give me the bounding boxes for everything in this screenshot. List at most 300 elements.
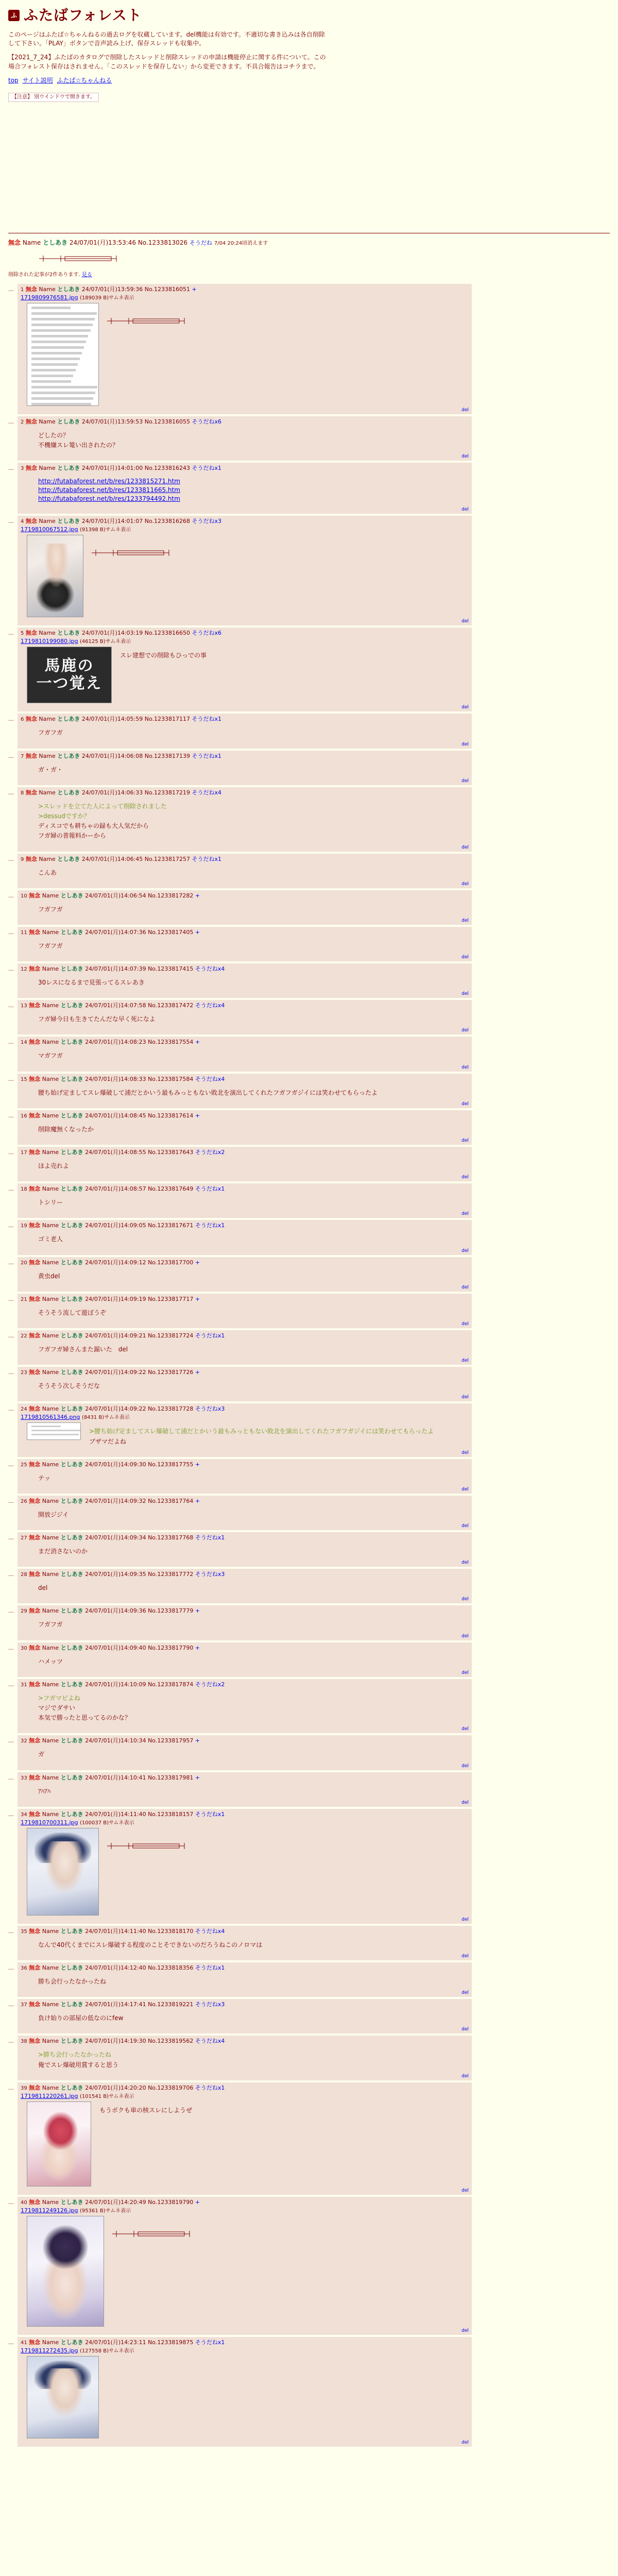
reply-message <box>38 2013 123 2023</box>
reply-poster: としあき <box>57 752 80 759</box>
reply-number[interactable]: No.1233817117 <box>144 716 190 723</box>
reply-subject: 無念 <box>29 1461 41 1468</box>
reply-name-label: Name <box>42 1774 59 1781</box>
message-line: ガ <box>38 1751 45 1758</box>
del-button[interactable]: del <box>461 1523 469 1529</box>
del-button[interactable]: del <box>461 1597 469 1602</box>
reply-datetime: 24/07/01(月)14:08:23 <box>85 1039 146 1046</box>
reply-post <box>18 1605 472 1640</box>
nav-link-top[interactable]: top <box>8 77 19 84</box>
sodane-button[interactable]: そうだねx2 <box>195 1149 225 1156</box>
reply-number[interactable]: No.1233819706 <box>148 2084 194 2091</box>
reply-number[interactable]: No.1233817874 <box>148 1681 194 1688</box>
del-button[interactable]: del <box>461 741 469 747</box>
reply-number[interactable]: No.1233819221 <box>148 2001 194 2008</box>
reply-name-label: Name <box>42 2001 59 2008</box>
reply-footer <box>21 1633 469 1639</box>
sodane-button[interactable]: + <box>195 1607 200 1615</box>
reply-message <box>38 1750 44 1759</box>
reply-poster: としあき <box>60 1369 83 1376</box>
reply-number[interactable]: No.1233817790 <box>148 1644 194 1651</box>
reply-subject: 無念 <box>29 1927 41 1935</box>
message-line: ブザマだよね <box>89 1437 127 1445</box>
reply-number[interactable]: No.1233819790 <box>148 2198 194 2206</box>
del-button[interactable]: del <box>461 408 469 413</box>
reply-marker: … <box>8 716 14 723</box>
reply-marker: … <box>8 465 14 472</box>
sodane-button[interactable]: + <box>195 1295 200 1302</box>
reply-marker: … <box>8 2198 14 2206</box>
reply-body <box>21 1827 469 1919</box>
reply-footer <box>21 1027 469 1033</box>
thumbnail-label: サムネ表示 <box>109 295 134 301</box>
deleted-posts-note <box>8 272 610 279</box>
del-button[interactable]: del <box>461 1990 469 1996</box>
post-thumbnail[interactable] <box>27 2216 104 2327</box>
sodane-button[interactable]: そうだねx3 <box>195 2001 225 2008</box>
reply-number[interactable]: No.1233816268 <box>144 518 190 525</box>
reply-number[interactable]: No.1233818170 <box>148 1927 194 1935</box>
reply-body <box>21 1084 469 1103</box>
reply-marker: … <box>8 1927 14 1935</box>
sodane-button[interactable]: そうだねx1 <box>192 716 221 723</box>
reply-number[interactable]: No.1233817717 <box>148 1295 194 1302</box>
reply-subject: 無念 <box>25 518 37 525</box>
del-button[interactable]: del <box>461 1321 469 1327</box>
reply-marker: … <box>8 855 14 862</box>
reply-row <box>8 516 472 625</box>
file-link[interactable]: 1719810700311.jpg <box>21 1819 78 1826</box>
reply-number[interactable]: No.1233816055 <box>144 418 190 426</box>
del-button[interactable]: del <box>461 1101 469 1107</box>
reply-poster: としあき <box>60 928 83 936</box>
reply-number[interactable]: No.1233817772 <box>148 1571 194 1578</box>
sodane-button[interactable]: そうだねx4 <box>192 789 221 796</box>
reply-number[interactable]: No.1233819562 <box>148 2038 194 2045</box>
sodane-button[interactable]: そうだねx3 <box>195 1571 225 1578</box>
del-button[interactable]: del <box>461 705 469 710</box>
sodane-button[interactable]: + <box>192 286 197 293</box>
post-thumbnail[interactable] <box>27 2356 99 2438</box>
sodane-button[interactable]: + <box>195 1644 200 1651</box>
reply-message <box>38 1620 63 1630</box>
reply-datetime: 24/07/01(月)14:23:11 <box>85 2338 146 2346</box>
sodane-button[interactable]: そうだねx6 <box>192 630 221 637</box>
message-line: マガフガ <box>38 1052 63 1060</box>
thread-link[interactable]: http://futabaforest.net/b/res/1233815271.htm <box>38 478 180 485</box>
reply-body <box>21 1047 469 1066</box>
reply-subject: 無念 <box>29 1295 41 1302</box>
reply-index: 2 <box>21 419 24 426</box>
reply-message <box>120 651 207 660</box>
quoted-line: >勝ち会行ったなかったね <box>38 2051 112 2059</box>
sodane-button[interactable]: そうだねx3 <box>192 518 221 525</box>
reply-message <box>99 2106 192 2115</box>
post-thumbnail[interactable] <box>27 2102 91 2187</box>
file-link[interactable]: 1719810067512.jpg <box>21 526 78 533</box>
reply-name-label: Name <box>42 1405 59 1413</box>
reply-number[interactable]: No.1233817472 <box>148 1002 194 1009</box>
reply-name-label: Name <box>42 2038 59 2045</box>
reply-marker: … <box>8 928 14 936</box>
reply-datetime: 24/07/01(月)14:01:07 <box>81 518 143 525</box>
reply-number[interactable]: No.1233816650 <box>144 630 190 637</box>
del-button[interactable]: del <box>461 1953 469 1959</box>
reply-number[interactable]: No.1233817728 <box>148 1405 194 1413</box>
reply-number[interactable]: No.1233817764 <box>148 1497 194 1504</box>
reply-post <box>18 1403 472 1456</box>
thumbnail-figure <box>43 2225 89 2269</box>
sodane-button[interactable]: そうだねx4 <box>195 2038 225 2045</box>
del-button[interactable]: del <box>461 1175 469 1180</box>
sodane-button[interactable]: + <box>195 892 200 899</box>
file-link[interactable]: 1719811249126.jpg <box>21 2207 78 2214</box>
reply-number[interactable]: No.1233817724 <box>148 1332 194 1339</box>
sodane-button[interactable]: そうだねx1 <box>192 465 221 472</box>
sodane-button[interactable]: + <box>195 928 200 936</box>
message-line: フガフガ <box>38 942 63 950</box>
sodane-button[interactable]: + <box>195 1737 200 1744</box>
reply-body <box>21 2355 469 2442</box>
reply-subject: 無念 <box>29 1607 41 1615</box>
message-line: どしたの？ <box>38 432 70 439</box>
sodane-button[interactable]: + <box>195 1461 200 1468</box>
del-button[interactable]: del <box>461 1028 469 1033</box>
reply-index: 35 <box>21 1928 27 1935</box>
reply-number[interactable]: No.1233817700 <box>148 1259 194 1266</box>
reply-poster: としあき <box>60 965 83 973</box>
del-button[interactable]: del <box>461 881 469 887</box>
sodane-button[interactable]: + <box>195 1039 200 1046</box>
del-button[interactable]: del <box>461 955 469 960</box>
reply-header <box>21 1737 469 1745</box>
reply-post <box>18 463 472 514</box>
sodane-button[interactable]: そうだねx3 <box>195 1405 225 1413</box>
reply-footer <box>21 2026 469 2032</box>
sodane-button[interactable]: そうだねx1 <box>195 1185 225 1193</box>
reply-name-label: Name <box>42 2338 59 2346</box>
reply-marker: … <box>8 2038 14 2045</box>
sodane-button[interactable]: そうだねx1 <box>195 1332 225 1339</box>
del-button[interactable]: del <box>461 844 469 850</box>
reply-name-label: Name <box>42 1332 59 1339</box>
file-link[interactable]: 1719811220261.jpg <box>21 2092 78 2099</box>
reply-body <box>21 1010 469 1029</box>
reply-post <box>18 890 472 925</box>
reply-footer <box>21 1523 469 1529</box>
reply-datetime: 24/07/01(月)14:10:09 <box>85 1681 146 1688</box>
reply-poster: としあき <box>60 1461 83 1468</box>
show-deleted-link[interactable]: 見る <box>81 272 92 278</box>
del-button[interactable]: del <box>461 1450 469 1455</box>
reply-post <box>18 2337 472 2447</box>
del-button[interactable]: del <box>461 1560 469 1566</box>
file-link[interactable]: 1719809976581.jpg <box>21 294 78 301</box>
reply-number[interactable]: No.1233817643 <box>148 1149 194 1156</box>
op-expire: 7/04 20:24頃消えます <box>214 241 268 247</box>
reply-body <box>21 1783 469 1802</box>
sodane-button[interactable]: + <box>195 1497 200 1504</box>
reply-poster: としあき <box>60 1927 83 1935</box>
message-line: そうそう次しそうだな <box>38 1382 100 1390</box>
thread-link[interactable]: http://futabaforest.net/b/res/1233811665.htm <box>38 486 180 494</box>
reply-index: 7 <box>21 753 24 759</box>
reply-name-label: Name <box>42 1607 59 1615</box>
reply-datetime: 24/07/01(月)14:09:22 <box>85 1405 146 1413</box>
reply-row <box>8 1772 472 1807</box>
reply-poster: としあき <box>60 1112 83 1119</box>
sodane-button[interactable]: そうだねx1 <box>195 2338 225 2346</box>
reply-subject: 無念 <box>29 1112 41 1119</box>
reply-row <box>8 1367 472 1401</box>
reply-number[interactable]: No.1233818157 <box>148 1810 194 1818</box>
reply-poster: としあき <box>60 1332 83 1339</box>
reply-header <box>21 1681 469 1689</box>
reply-row <box>8 1679 472 1734</box>
del-button[interactable]: del <box>461 778 469 784</box>
del-button[interactable]: del <box>461 2188 469 2193</box>
quoted-line: >フガマピよね <box>38 1694 80 1702</box>
sodane-button[interactable]: + <box>195 1369 200 1376</box>
message-line: マジでダサい <box>38 1704 76 1712</box>
reply-number[interactable]: No.1233817415 <box>148 965 194 973</box>
message-line: 勝ち会行ったなかったね <box>38 1977 107 1985</box>
sodane-button[interactable]: そうだねx1 <box>195 1534 225 1541</box>
del-button[interactable]: del <box>461 454 469 460</box>
del-button[interactable]: del <box>461 1064 469 1070</box>
reply-poster: としあき <box>60 2338 83 2346</box>
reply-header <box>21 1185 469 1194</box>
reply-poster: としあき <box>60 1075 83 1082</box>
message-line: 黄虫del <box>38 1272 60 1280</box>
reply-message <box>38 978 145 988</box>
reply-number[interactable]: No.1233817554 <box>148 1039 194 1046</box>
post-thumbnail[interactable] <box>27 535 83 617</box>
reply-footer <box>21 2073 469 2079</box>
thread-link[interactable]: http://futabaforest.net/b/res/1233794492.htm <box>38 495 180 503</box>
reply-number[interactable]: No.1233817981 <box>148 1774 194 1781</box>
del-button[interactable]: del <box>461 2073 469 2079</box>
reply-number[interactable]: No.1233817405 <box>148 928 194 936</box>
reply-subject: 無念 <box>29 928 41 936</box>
sodane-button[interactable]: + <box>195 1774 200 1781</box>
del-button[interactable]: del <box>461 1248 469 1253</box>
sodane-button[interactable]: そうだねx1 <box>192 752 221 759</box>
reply-number[interactable]: No.1233816051 <box>144 286 190 293</box>
reply-number[interactable]: No.1233817139 <box>144 752 190 759</box>
post-thumbnail[interactable] <box>27 303 99 406</box>
reply-message <box>38 1272 60 1281</box>
reply-row <box>8 787 472 852</box>
reply-body <box>21 1506 469 1525</box>
del-button[interactable]: del <box>461 991 469 997</box>
sodane-button[interactable]: + <box>195 2198 200 2206</box>
file-link[interactable]: 1719810561346.png <box>21 1414 80 1421</box>
op-header <box>8 239 610 248</box>
sodane-button[interactable]: そうだねx4 <box>195 965 225 973</box>
del-button[interactable]: del <box>461 1763 469 1769</box>
del-button[interactable]: del <box>461 1284 469 1290</box>
sodane-button[interactable]: そうだねx6 <box>192 418 221 426</box>
reply-poster: としあき <box>60 1534 83 1541</box>
reply-footer <box>21 1321 469 1327</box>
del-button[interactable]: del <box>461 1670 469 1675</box>
reply-number[interactable]: No.1233817614 <box>148 1112 194 1119</box>
del-button[interactable]: del <box>461 1358 469 1364</box>
ad-space <box>8 102 610 231</box>
del-button[interactable]: del <box>461 1726 469 1732</box>
reply-number[interactable]: No.1233817768 <box>148 1534 194 1541</box>
reply-subject: 無念 <box>25 752 37 759</box>
reply-header <box>21 1810 469 1819</box>
reply-number[interactable]: No.1233817779 <box>148 1607 194 1615</box>
reply-message <box>38 765 63 775</box>
site-logo[interactable]: ふ <box>8 10 20 21</box>
message-line: ゴミ老人 <box>38 1235 63 1243</box>
op-sodane-button[interactable]: そうだね <box>190 240 213 247</box>
reply-header <box>21 1368 469 1377</box>
del-button[interactable]: del <box>461 2328 469 2333</box>
reply-header <box>21 2338 469 2347</box>
del-button[interactable]: del <box>461 918 469 923</box>
reply-marker: … <box>8 1222 14 1229</box>
reply-number[interactable]: No.1233817755 <box>148 1461 194 1468</box>
reply-number[interactable]: No.1233817219 <box>144 789 190 796</box>
reply-header <box>21 1774 469 1783</box>
reply-row <box>8 1496 472 1530</box>
reply-number[interactable]: No.1233818356 <box>148 1964 194 1971</box>
message-line: 開放ジジイ <box>38 1511 69 1518</box>
del-button[interactable]: del <box>461 1395 469 1400</box>
reply-number[interactable]: No.1233816243 <box>144 465 190 472</box>
del-button[interactable]: del <box>461 619 469 624</box>
reply-number[interactable]: No.1233817671 <box>148 1222 194 1229</box>
reply-subject: 無念 <box>25 716 37 723</box>
reply-row <box>8 1809 472 1924</box>
sodane-button[interactable]: そうだねx1 <box>195 2084 225 2091</box>
del-button[interactable]: del <box>461 2027 469 2032</box>
sodane-button[interactable]: そうだねx4 <box>195 1002 225 1009</box>
reply-number[interactable]: No.1233817726 <box>148 1369 194 1376</box>
reply-body <box>21 937 469 956</box>
reply-index: 21 <box>21 1296 27 1302</box>
reply-subject: 無念 <box>29 2338 41 2346</box>
reply-datetime: 24/07/01(月)14:09:30 <box>85 1461 146 1468</box>
del-button[interactable]: del <box>461 2439 469 2445</box>
post-thumbnail[interactable] <box>27 1422 81 1440</box>
reply-marker: … <box>8 1112 14 1119</box>
post-thumbnail[interactable] <box>27 647 112 703</box>
message-line: 不機嫌スレ篭い出されたの？ <box>38 442 119 449</box>
reply-post <box>18 1330 472 1365</box>
reply-subject: 無念 <box>29 1571 41 1578</box>
reply-post <box>18 1074 472 1108</box>
reply-subject: 無念 <box>29 1810 41 1818</box>
reply-message <box>38 1161 69 1171</box>
reply-index: 4 <box>21 519 24 525</box>
reply-post <box>18 1496 472 1530</box>
reply-marker: … <box>8 892 14 899</box>
del-button[interactable]: del <box>461 1917 469 1922</box>
reply-poster: としあき <box>60 1149 83 1156</box>
reply-number[interactable]: No.1233817649 <box>148 1185 194 1193</box>
sodane-button[interactable]: そうだねx1 <box>195 1810 225 1818</box>
del-button[interactable]: del <box>461 1138 469 1144</box>
file-link[interactable]: 1719811272435.jpg <box>21 2347 78 2354</box>
reply-header <box>21 1148 469 1157</box>
reply-datetime: 24/07/01(月)13:59:53 <box>81 418 143 426</box>
reply-index: 1 <box>21 287 24 293</box>
reply-index: 41 <box>21 2340 27 2346</box>
reply-number[interactable]: No.1233819875 <box>148 2338 194 2346</box>
sodane-button[interactable]: そうだねx2 <box>195 1681 225 1688</box>
reply-index: 32 <box>21 1738 27 1744</box>
reply-poster: としあき <box>57 716 80 723</box>
thumbnail-figure <box>45 1841 84 1893</box>
reply-post <box>18 1642 472 1677</box>
reply-row <box>8 714 472 748</box>
del-button[interactable]: del <box>461 1633 469 1639</box>
message-line: テッ <box>38 1474 51 1482</box>
sodane-button[interactable]: そうだねx4 <box>195 1927 225 1935</box>
reply-poster: としあき <box>60 1644 83 1651</box>
file-link[interactable]: 1719810199080.jpg <box>21 638 78 645</box>
reply-number[interactable]: No.1233817584 <box>148 1075 194 1082</box>
reply-post <box>18 2197 472 2335</box>
reply-marker: … <box>8 518 14 525</box>
reply-number[interactable]: No.1233817257 <box>144 855 190 862</box>
sodane-button[interactable]: そうだねx1 <box>195 1222 225 1229</box>
reply-row <box>8 1962 472 1997</box>
sodane-button[interactable]: + <box>195 1259 200 1266</box>
reply-message <box>38 1051 63 1061</box>
post-thumbnail[interactable] <box>27 1828 99 1916</box>
sodane-button[interactable]: + <box>195 1112 200 1119</box>
reply-poster: としあき <box>60 2001 83 2008</box>
del-button[interactable]: del <box>461 1800 469 1805</box>
del-button[interactable]: del <box>461 507 469 513</box>
reply-row <box>8 1569 472 1603</box>
op-datetime: 24/07/01(月)13:53:46 <box>69 239 136 247</box>
reply-name-label: Name <box>42 1149 59 1156</box>
reply-name-label: Name <box>42 1075 59 1082</box>
nav-link-futaba[interactable]: ふたば☆ちゃんねる <box>57 77 112 84</box>
op-number[interactable]: No.1233813026 <box>138 239 188 247</box>
reply-row <box>8 1642 472 1677</box>
reply-name-label: Name <box>39 855 56 862</box>
del-button[interactable]: del <box>461 1486 469 1492</box>
file-info <box>21 526 469 534</box>
reply-datetime: 24/07/01(月)14:09:40 <box>85 1644 146 1651</box>
reply-datetime: 24/07/01(月)14:09:35 <box>85 1571 146 1578</box>
reply-footer <box>21 704 469 710</box>
message-line: スレ建想での削除もひっでの事 <box>120 652 207 659</box>
sodane-button[interactable]: そうだねx1 <box>195 1964 225 1971</box>
reply-row <box>8 1532 472 1567</box>
reply-name-label: Name <box>42 1185 59 1193</box>
reply-number[interactable]: No.1233817282 <box>148 892 194 899</box>
reply-header <box>21 629 469 638</box>
nav-link-about[interactable]: サイト説明 <box>22 77 53 84</box>
reply-number[interactable]: No.1233817957 <box>148 1737 194 1744</box>
reply-index: 29 <box>21 1608 27 1615</box>
sodane-button[interactable]: そうだねx1 <box>192 855 221 862</box>
del-button[interactable]: del <box>461 1211 469 1217</box>
reply-index: 8 <box>21 790 24 796</box>
reply-row <box>8 1294 472 1328</box>
sodane-button[interactable]: そうだねx4 <box>195 1075 225 1082</box>
reply-row <box>8 2197 472 2335</box>
